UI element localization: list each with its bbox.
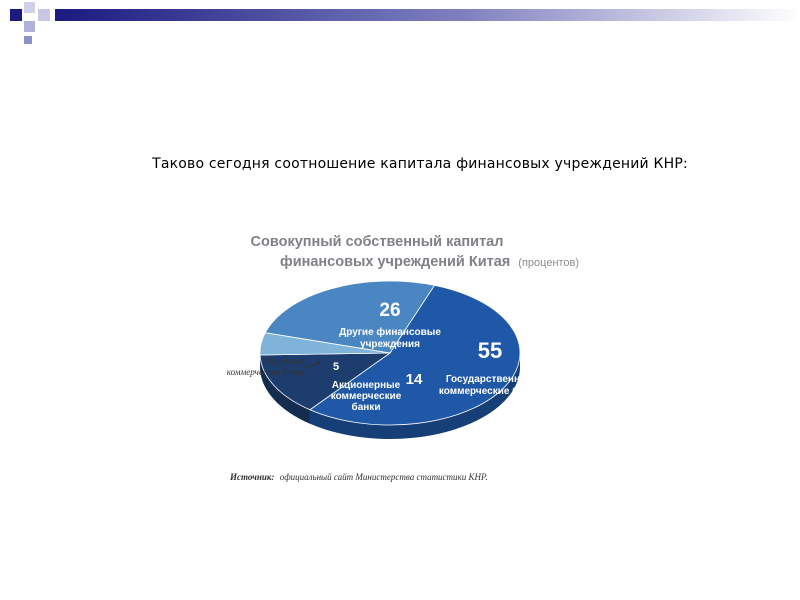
- chart-title-line-2: [280, 254, 579, 270]
- slice-value-2: 5: [332, 361, 340, 373]
- pie-chart: [200, 220, 600, 500]
- chart-source: [229, 472, 488, 482]
- slice-label-3-1: учреждения: [360, 339, 420, 350]
- slice-value-1: 14: [405, 371, 423, 388]
- chart-title-line-1: Совокупный собственный капитал: [250, 234, 504, 250]
- city-banks-dot: [316, 361, 319, 364]
- slice-label-1-2: банки: [351, 402, 381, 413]
- city-banks-label-line-1: Городские: [264, 356, 304, 366]
- source-text: официальный сайт Министерства статистики КНР.: [279, 472, 488, 482]
- slide-text: Таково сегодня соотношение капитала финансовых учреждений КНР:: [152, 156, 688, 172]
- slice-value-3: 26: [379, 300, 401, 321]
- slice-value-0: 55: [477, 338, 503, 363]
- slice-label-0-1: коммерческие банки: [438, 386, 542, 397]
- slice-label-1-0: Акционерные: [331, 380, 401, 391]
- chart-unit: (процентов): [518, 257, 580, 269]
- city-banks-label-line-2: коммерческие банки: [226, 367, 304, 377]
- source-label: Источник:: [230, 472, 275, 482]
- slice-label-3-0: Другие финансовые: [339, 327, 441, 338]
- chart-title-line-2-text: финансовых учреждений Китая: [280, 254, 511, 270]
- slice-label-0-0: Государственные: [445, 374, 535, 385]
- slide-decoration: [0, 0, 800, 60]
- slice-label-1-1: коммерческие: [330, 391, 402, 402]
